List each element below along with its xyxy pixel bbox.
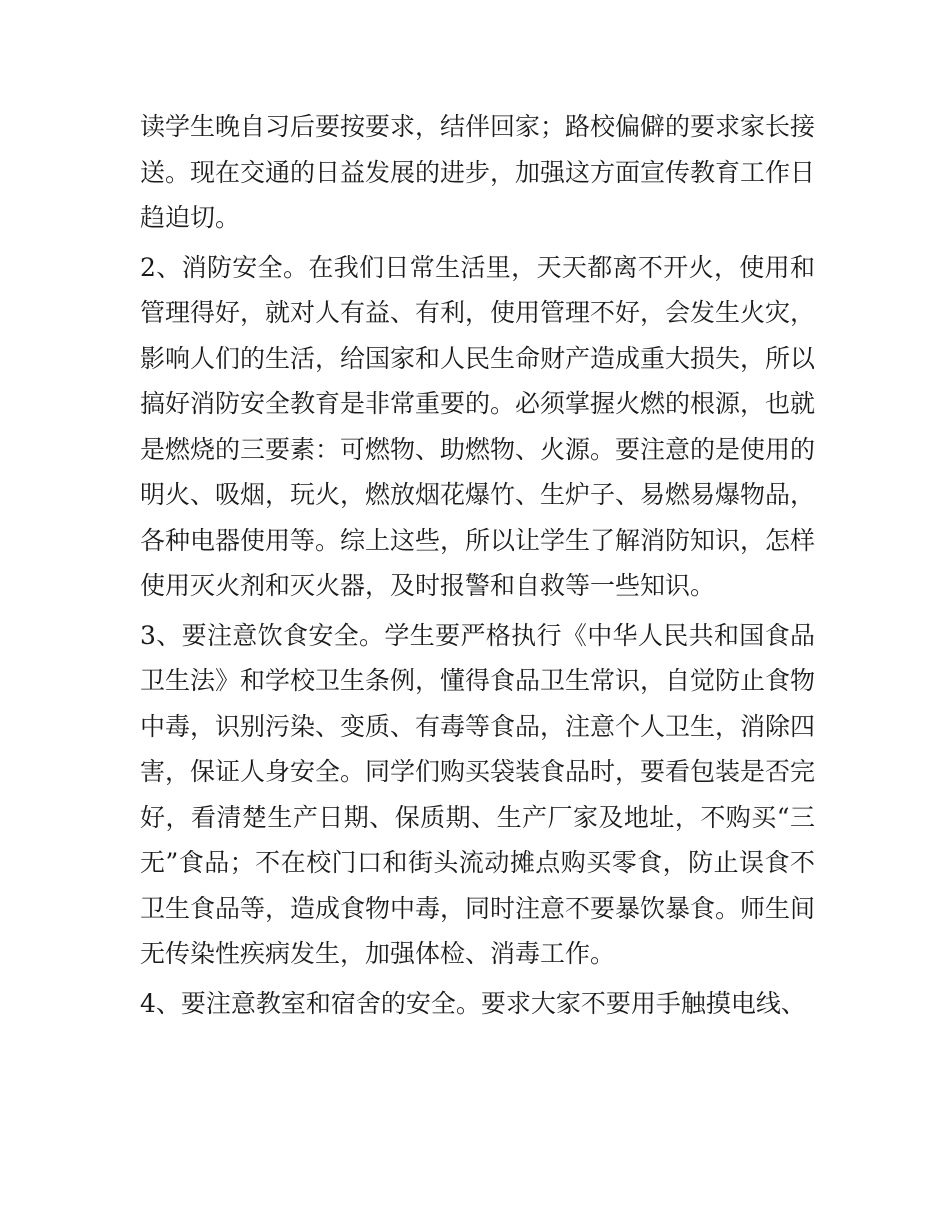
paragraph-food-safety: 3、要注意饮食安全。学生要严格执行《中华人民共和国食品卫生法》和学校卫生条例，懂得食品卫生常识，自觉防止食物中毒，识别污染、变质、有毒等食品，注意个人卫生，消除四害，保证人身安全。同学们购买袋装食品时，要看包装是否完好，看清楚生产日期、保质期、生产厂家及地址，不购买“三无”食品；不在校门口和街头流动摊点购买零食，防止误食不卫生食品等，造成食物中毒，同时注意不要暴饮暴食。师生间无传染性疾病发生，加强体检、消毒工作。 bbox=[140, 620, 816, 968]
paragraph-classroom-dorm-safety: 4、要注意教室和宿舍的安全。要求大家不要用手触摸电线、 bbox=[140, 988, 806, 1018]
paragraph-fire-safety: 2、消防安全。在我们日常生活里，天天都离不开火，使用和管理得好，就对人有益、有利，使用管理不好，会发生火灾，影响人们的生活，给国家和人民生命财产造成重大损失，所以搞好消防安全教育是非常重要的。必须掌握火燃的根源，也就是燃烧的三要素：可燃物、助燃物、火源。要注意的是使用的明火、吸烟，玩火，燃放烟花爆竹、生炉子、易燃易爆物品，各种电器使用等。综上这些，所以让学生了解消防知识，怎样使用灭火剂和灭火器，及时报警和自救等一些知识。 bbox=[140, 252, 816, 600]
document-body bbox=[140, 104, 815, 1026]
paragraph-continued-traffic: 读学生晚自习后要按要求，结伴回家；路校偏僻的要求家长接送。现在交通的日益发展的进步，加强这方面宣传教育工作日趋迫切。 bbox=[140, 112, 816, 232]
